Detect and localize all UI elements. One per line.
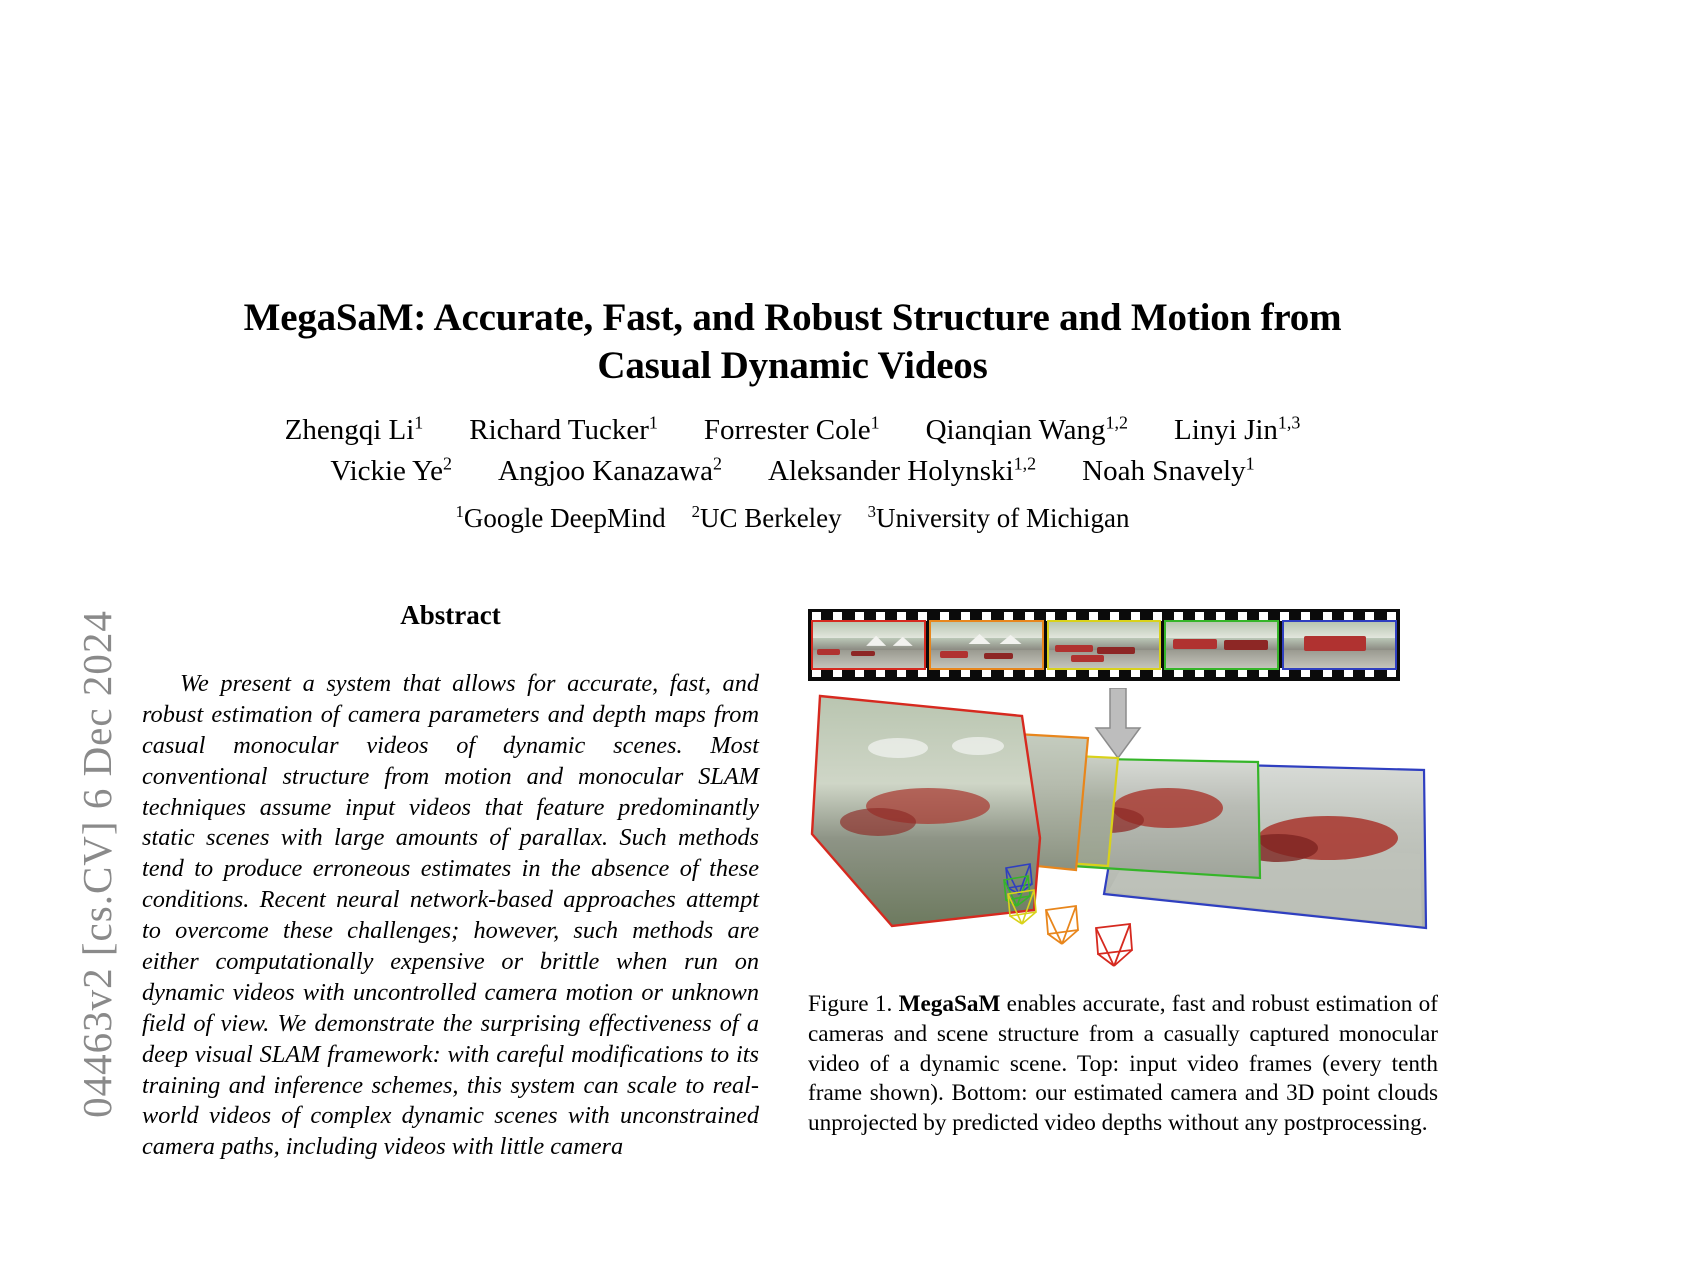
reconstruction-render bbox=[808, 688, 1438, 972]
video-frame bbox=[1282, 620, 1397, 670]
author-row-1 bbox=[175, 410, 1410, 451]
figure-caption bbox=[808, 990, 1438, 1139]
author-name: Zhengqi Li bbox=[284, 414, 415, 446]
author bbox=[768, 451, 1036, 492]
video-frames bbox=[811, 620, 1397, 670]
author-affiliation-marker: 2 bbox=[443, 453, 453, 474]
page-title: MegaSaM: Accurate, Fast, and Robust Structure and Motion from Casual Dynamic Videos bbox=[243, 296, 1342, 387]
video-frame bbox=[1164, 620, 1279, 670]
input-video-filmstrip bbox=[808, 609, 1400, 681]
author bbox=[330, 451, 452, 492]
author-row-2 bbox=[175, 451, 1410, 492]
author-affiliation-marker: 1 bbox=[1245, 453, 1255, 474]
author-affiliation-marker: 1 bbox=[648, 412, 658, 433]
author-name: Linyi Jin bbox=[1174, 414, 1278, 446]
author-affiliation-marker: 2 bbox=[713, 453, 722, 474]
author bbox=[1174, 410, 1300, 451]
author-name: Qianqian Wang bbox=[925, 414, 1106, 446]
point-cloud-and-cameras bbox=[808, 688, 1438, 972]
camera-frustum-orange bbox=[1046, 906, 1078, 944]
affiliation bbox=[455, 503, 665, 534]
figure-caption-prefix: Figure 1. bbox=[808, 991, 899, 1017]
figure-caption-system-name: MegaSaM bbox=[898, 991, 1001, 1017]
author-name: Richard Tucker bbox=[469, 414, 649, 446]
affiliation-name: UC Berkeley bbox=[699, 503, 842, 533]
affiliation bbox=[692, 503, 842, 534]
figure-caption-body: enables accurate, fast and robust estimation of cameras and scene structure from a casually captured monocular video of a dynamic scene. Top: input video frames (every tenth frame shown). Bottom: our estimated camera and 3D point clouds unprojected by predicted video depths without any postprocessing. bbox=[808, 991, 1438, 1137]
author-name: Noah Snavely bbox=[1082, 455, 1246, 488]
abstract-heading: Abstract bbox=[400, 600, 501, 630]
author-affiliation-marker: 1 bbox=[870, 412, 880, 433]
author bbox=[926, 410, 1128, 451]
author-name: Angjoo Kanazawa bbox=[498, 455, 714, 488]
camera-frustum-red bbox=[1096, 924, 1132, 966]
arxiv-stamp: 04463v2 [cs.CV] 6 Dec 2024 bbox=[74, 610, 120, 1118]
author-name: Aleksander Holynski bbox=[768, 455, 1014, 488]
video-frame bbox=[1047, 620, 1162, 670]
affiliation-marker: 1 bbox=[455, 502, 464, 521]
author bbox=[704, 410, 880, 451]
author-affiliation-marker: 1,2 bbox=[1013, 453, 1037, 474]
author bbox=[498, 451, 722, 492]
author-affiliation-marker: 1 bbox=[414, 412, 424, 433]
author-name: Forrester Cole bbox=[703, 414, 871, 446]
author bbox=[285, 410, 424, 451]
author bbox=[1082, 451, 1254, 492]
affiliation-name: University of Michigan bbox=[876, 503, 1130, 533]
author-affiliation-marker: 1,2 bbox=[1105, 412, 1128, 433]
video-frame bbox=[811, 620, 926, 670]
video-frame bbox=[929, 620, 1044, 670]
affiliation-name: Google DeepMind bbox=[463, 503, 666, 533]
affiliation-marker: 3 bbox=[867, 502, 877, 521]
author-name: Vickie Ye bbox=[330, 455, 444, 488]
paper-page bbox=[140, 0, 1440, 1275]
right-column bbox=[808, 600, 1438, 1137]
affiliation bbox=[868, 503, 1130, 534]
author bbox=[469, 410, 658, 451]
affiliation-marker: 2 bbox=[691, 502, 700, 521]
author-list bbox=[175, 410, 1410, 492]
abstract-text: We present a system that allows for accurate, fast, and robust estimation of camera parameters and depth maps from casual monocular videos of dynamic scenes. Most conventional structure from motion and monocular SLAM techniques assume input videos that feature predominantly static scenes with large amounts of parallax. Such methods tend to produce erroneous estimates in the absence of these conditions. Recent neural network-based approaches attempt to overcome these challenges; however, such methods are either computationally expensive or brittle when run on dynamic videos with uncontrolled camera motion or unknown field of view. We demonstrate the surprising effectiveness of a deep visual SLAM framework: with careful modifications to its training and inference schemes, this system can scale to real-world videos of complex dynamic scenes with unconstrained camera paths, including videos with little camera bbox=[142, 670, 759, 1161]
figure-1 bbox=[808, 600, 1438, 1137]
affiliation-list bbox=[175, 503, 1410, 534]
left-column bbox=[142, 600, 759, 1163]
author-affiliation-marker: 1,3 bbox=[1277, 412, 1301, 433]
